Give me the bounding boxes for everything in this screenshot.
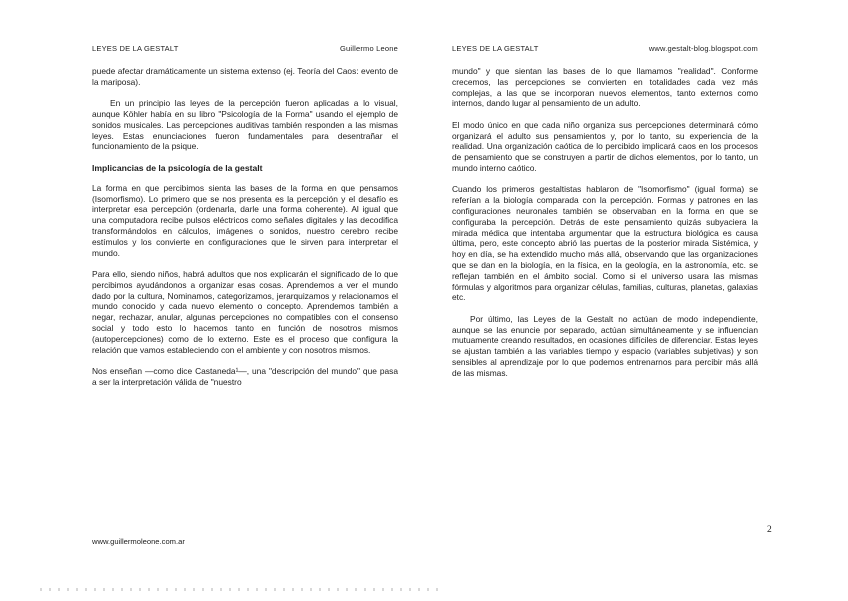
scan-artifact: [40, 588, 440, 591]
paragraph: Para ello, siendo niños, habrá adultos que nos explicarán el significado de lo que percibimos ayudándonos a organizar esas cosas. Aprendemos a ver el mundo dado por la cultura, Nominamos, categorizamos, jerarquizamos y relacionamos el mundo conocido y cada nuevo elemento o concepto. Aprendemos también a negar, rechazar, anular, algunas percepciones no compatibles con el consenso social y todo esto lo hacemos tanto en función de nosotros mismos (autopercepciones) como de lo externo. Este es el proceso que configura la relación que vamos estableciendo con el ambiente y con nosotros mismos.: [92, 268, 398, 355]
running-header-right: [452, 43, 758, 55]
paragraph: En un principio las leyes de la percepción fueron aplicadas a lo visual, aunque Köhler había en su libro "Psicología de la Forma" usando el ejemplo de sonidos musicales. Las percepciones auditivas también responden a las mismas leyes. Estas enunciaciones fueron fundamentales para desentrañar el funcionamiento de la psique.: [92, 98, 398, 152]
paragraph: mundo" y que sientan las bases de lo que llamamos "realidad". Conforme crecemos, las percepciones se convierten en totalidades cada vez más complejas, a las que se incorporan nuevos elementos, tanto externos como internos, dando lugar al pensamiento de un adulto.: [452, 66, 758, 109]
paragraph: El modo único en que cada niño organiza sus percepciones determinará cómo organizará el adulto sus pensamientos y, por lo tanto, su experiencia de la realidad. Una organización caótica de lo percibido implicará caos en los procesos de pensamiento que se construyen a partir de dichos elementos, por lo tanto, un mundo interno caótico.: [452, 119, 758, 173]
running-header-left: [92, 43, 398, 55]
paragraph: Por último, las Leyes de la Gestalt no actúan de modo independiente, aunque se las enuncie por separado, actúan simultáneamente y se influencian mutuamente creando resultados, en ocasiones difíciles de diferenciar. Estas leyes se ajustan también a las variables tiempo y espacio (variables subjetivas) y son sensibles al aprendizaje por lo que podemos entrenarnos para percibir más allá de las mismas.: [452, 313, 758, 378]
paragraph: La forma en que percibimos sienta las bases de la forma en que pensamos (Isomorfismo). Lo primero que se nos presenta es la percepción y el desafío es interpretar esa percepción (ordenarla, darle una forma coherente). Al igual que una computadora recibe pulsos eléctricos como señales digitales y las decodifica transformándolos en cálculos, imágenes o sonidos, nuestro cerebro recibe estímulos y los convierte en configuraciones que le sirven para interpretar el mundo.: [92, 182, 398, 258]
header-author: Guillermo Leone: [339, 44, 398, 53]
page-number: 2: [767, 525, 772, 535]
paragraph: Cuando los primeros gestaltistas hablaron de "Isomorfismo" (igual forma) se referían a la biología comparada con la percepción. Formas y patrones en las configuraciones neuronales también se observaban en la forma en que se configuraba la percepción. Detrás de este pensamiento quizás subyaciera la mirada médica que intentaba argumentar que la estructura biológica es causa última, pero, este concepto abrió las puertas de la posterior mirada Sistémica, y hoy en día, se ha extendido mucho más allá, observando que las organizaciones que se dan en la biología, en la física, en la geología, en la astronomía, etc. se reflejan también en el ámbito social. Como si el universo usara las mismas fórmulas y algoritmos para organizar células, familias, culturas, planetas, galaxias etc.: [452, 184, 758, 303]
section-heading: Implicancias de la psicología de la gestalt: [92, 162, 263, 173]
left-page-body: [92, 66, 398, 398]
paragraph: puede afectar dramáticamente un sistema extenso (ej. Teoría del Caos: evento de la mariposa).: [92, 66, 398, 87]
footer-url: www.guillermoleone.com.ar: [92, 537, 185, 546]
header-title: LEYES DE LA GESTALT: [92, 44, 179, 53]
header-blog-url: www.gestalt-blog.blogspot.com: [648, 44, 758, 53]
paragraph: Nos enseñan —como dice Castaneda¹—, una "descripción del mundo" que pasa a ser la interpretación válida de "nuestro: [92, 365, 398, 387]
right-page-body: [452, 66, 758, 389]
header-title: LEYES DE LA GESTALT: [452, 44, 539, 53]
